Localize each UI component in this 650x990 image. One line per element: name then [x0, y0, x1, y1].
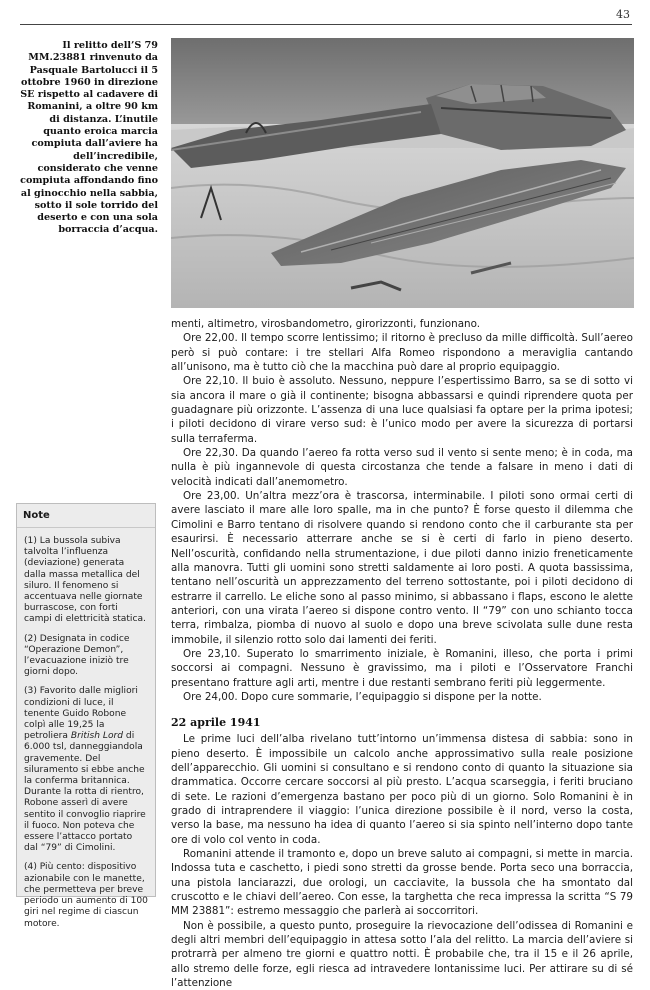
wreck-photo: [171, 38, 634, 308]
page-number: 43: [616, 8, 630, 21]
photo-caption: Il relitto dell’S 79 MM.23881 rinvenuto da Pasquale Bartolucci il 5 ottobre 1960 in direzione SE rispetto al cadavere di Romanini, a oltre 90 km di distanza. L’inutile quanto eroica marcia compiuta dall’aviere ha dell’incredibile, considerato che venne compiuta affondando fino al ginocchio nella sabbia, sotto il sole torrido del deserto e con una sola borraccia d’acqua.: [20, 40, 158, 236]
note-item: (2) Designata in codice “Operazione Demon”, l’evacuazione iniziò tre giorni dopo.: [24, 633, 130, 678]
body-paragraph: Ore 22,00. Il tempo scorre lentissimo; il ritorno è precluso da mille difficoltà. Sull’aereo però si può contare: i tre stellari Alfa Romeo rispondono a meraviglia cantando all’unisono, ma è tutto ciò che la macchina può dare al proprio equipaggio.: [171, 332, 633, 374]
body-paragraph: menti, altimetro, virosbandometro, girorizzonti, funzionano.: [171, 318, 481, 330]
section-heading: 22 aprile 1941: [171, 716, 261, 730]
body-paragraph: Ore 22,10. Il buio è assoluto. Nessuno, neppure l’espertissimo Barro, sa se di sotto vi sia ancora il mare o già il continente; bisogna abbassarsi e quindi riprendere quota per guadagnare più orizzonte. L’assenza di una luce qualsiasi fa optare per la prima ipotesi; i piloti decidono di virare verso sud: è l’unico modo per avere la sicurezza di portarsi sulla terraferma.: [171, 375, 633, 445]
body-paragraph: Le prime luci dell’alba rivelano tutt’intorno un’immensa distesa di sabbia: sono in pieno deserto. È impossibile un calcolo anche approssimativo sulla reale posizione dell’apparecchio. Gli uomini si consultano e si rendono conto di quanto la situazione sia drammatica. Occorre cercare soccorsi al più presto. L’acqua scarseggia, i feriti bruciano di sete. Le razioni d’emergenza bastano per poco più di un giorno. Solo Romanini è in grado di intraprendere il viaggio: l’unica direzione possibile è il nord, verso la costa, verso la base, ma nessuno ha idea di quanto l’aereo si sia spinto nell’interno dopo tante ore di volo col vento in coda.: [171, 733, 633, 846]
note-text: di 6.000 tsl, danneggiandola gravemente. Del siluramento si ebbe anche la conferma britannica. Durante la rotta di rientro, Robone asserì di avere sentito il convoglio riaprire il fuoco. Non poteva che essere l’attacco portato dal “79” di Cimolini.: [24, 731, 146, 854]
body-paragraph: Ore 22,30. Da quando l’aereo fa rotta verso sud il vento si sente meno; è in coda, ma nulla è più ingannevole di questa circostanza che tende a falsare in meno i dati di velocità indicati dall’anemometro.: [171, 447, 633, 488]
note-item: [24, 686, 148, 854]
body-paragraph: Romanini attende il tramonto e, dopo un breve saluto ai compagni, si mette in marcia. Indossa tuta e caschetto, i piedi sono stretti da grosse bende. Porta seco una borraccia, una pistola lanciarazzi, due orologi, un cacciavite, la bussola che ha smontato dal cruscotto e le chiavi dell’aereo. Con esse, la targhetta che reca impressa la scritta “S 79 MM 23881”: estremo messaggio che parlerà ai soccorritori.: [171, 848, 633, 918]
header-rule: [20, 24, 632, 25]
article-body: [171, 317, 633, 990]
body-paragraph: Ore 24,00. Dopo cure sommarie, l’equipaggio si dispone per la notte.: [183, 690, 542, 703]
wreck-photo-illustration: [171, 38, 634, 308]
note-text: (3) Favorito dalle migliori condizioni di luce, il tenente Guido Robone colpì alle 19,25 la petroliera: [24, 686, 138, 742]
body-paragraph: Non è possibile, a questo punto, proseguire la rievocazione dell’odissea di Romanini e degli altri membri dell’equipaggio in attesa sotto l’ala del relitto. La marcia dell’aviere si protrarrà per almeno tre giorni e quattro notti. È probabile che, tra il 15 e il 26 aprile, allo stremo delle forze, egli riesca ad intravedere lontanissime luci. Per attirare su di sé l’attenzione: [171, 919, 633, 990]
ship-name: British Lord: [70, 731, 124, 742]
notes-box: [16, 503, 156, 929]
body-paragraph: Ore 23,10. Superato lo smarrimento iniziale, è Romanini, illeso, che porta i primi soccorsi ai compagni. Nessuno è gravissimo, ma i piloti e l’Osservatore Franchi presentano fratture agli arti, mentre i due restanti sembrano feriti più leggermente.: [171, 647, 633, 689]
notes-title: Note: [17, 504, 155, 528]
note-item: (1) La bussola subiva talvolta l’influenza (deviazione) generata dalla massa metallica del siluro. Il fenomeno si accentuava nelle giornate burrascose, con forti campi di elettricità statica.: [24, 536, 146, 625]
note-item: (4) Più cento: dispositivo azionabile con le manette, che permetteva per breve periodo un aumento di 100 giri nel regime di ciascun motore.: [24, 862, 148, 929]
body-paragraph: Ore 23,00. Un’altra mezz’ora è trascorsa, interminabile. I piloti sono ormai certi di avere lasciato il mare alle loro spalle, ma in che punto? È forse questo il dilemma che Cimolini e Barro tentano di risolvere quando si rendono conto che il carburante sta per esaurirsi. È necessario atterrare anche se si è certi di farlo in pieno deserto. Nell’oscurità, confidando nella strumentazione, i due piloti danno inizio freneticamente alla manovra. Tutti gli uomini sono stretti saldamente ai loro posti. A quota bassissima, tentano nell’oscurità un apprezzamento del terreno sottostante, poi i piloti decidono di estrarre il carrello. Le eliche sono al passo minimo, si abbassano i flaps, escono le alette anteriori, con una virata l’aereo si dispone contro vento. Il “79” con uno schianto tocca terra, rimbalza, piomba di nuovo al suolo e dopo una breve scivolata sulle dune resta immobile, il silenzio rotto solo dai lamenti dei feriti.: [171, 490, 633, 646]
